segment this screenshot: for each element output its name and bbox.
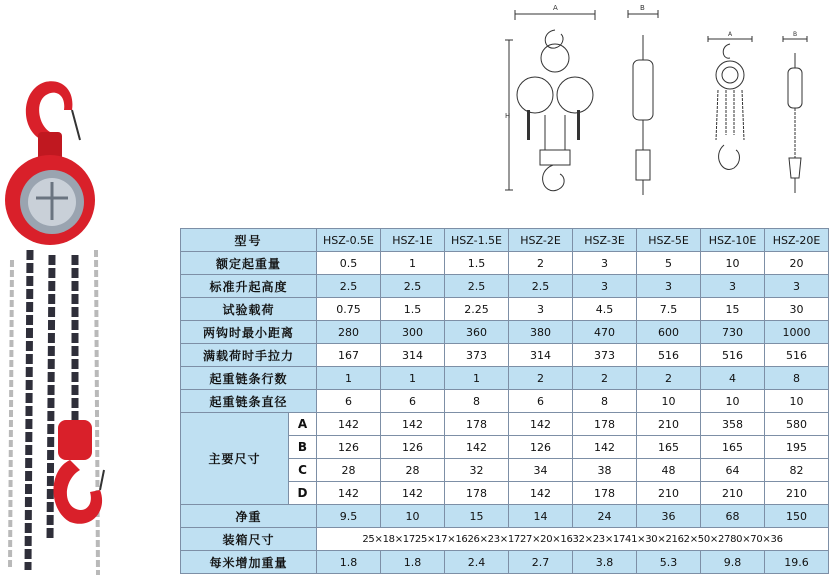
dimension-label-a: A <box>553 4 558 12</box>
table-cell: 373 <box>573 344 637 367</box>
table-cell: 10 <box>701 390 765 413</box>
table-cell: 8 <box>445 390 509 413</box>
table-cell: 142 <box>317 482 381 505</box>
table-cell: 178 <box>445 482 509 505</box>
table-cell: 5 <box>637 252 701 275</box>
table-cell: 32 <box>445 459 509 482</box>
table-cell: 3 <box>701 275 765 298</box>
table-cell: 3 <box>765 275 829 298</box>
table-cell: 142 <box>509 482 573 505</box>
row-label: 满载荷时手拉力 <box>181 344 317 367</box>
multi-chain-front-drawing <box>700 30 760 180</box>
table-cell: 360 <box>445 321 509 344</box>
table-cell: 165 <box>637 436 701 459</box>
table-cell: 516 <box>637 344 701 367</box>
table-cell: 142 <box>381 482 445 505</box>
table-cell: 1 <box>317 367 381 390</box>
model-header: HSZ-1E <box>381 229 445 252</box>
model-header: HSZ-3E <box>573 229 637 252</box>
table-cell: 9.5 <box>317 505 381 528</box>
dimension-sub-label: D <box>289 482 317 505</box>
table-cell: 516 <box>701 344 765 367</box>
table-cell: 0.5 <box>317 252 381 275</box>
row-label: 每米增加重量 <box>181 551 317 574</box>
table-cell: 34 <box>509 459 573 482</box>
table-row <box>181 551 829 574</box>
table-cell: 210 <box>637 413 701 436</box>
model-header: HSZ-5E <box>637 229 701 252</box>
load-chain <box>28 250 75 570</box>
table-row <box>181 528 829 551</box>
table-row <box>181 505 829 528</box>
table-cell: 8 <box>765 367 829 390</box>
front-view-drawing <box>505 0 605 200</box>
model-header: HSZ-2E <box>509 229 573 252</box>
table-cell: 314 <box>509 344 573 367</box>
table-cell: 142 <box>445 436 509 459</box>
table-cell: 82 <box>765 459 829 482</box>
table-cell: 210 <box>765 482 829 505</box>
table-row <box>181 413 829 436</box>
model-header: HSZ-1.5E <box>445 229 509 252</box>
table-cell: 470 <box>573 321 637 344</box>
table-cell: 6 <box>381 390 445 413</box>
bottom-hook <box>54 460 103 524</box>
dimensions-label: 主要尺寸 <box>181 413 289 505</box>
table-cell: 3 <box>573 275 637 298</box>
table-cell: 4 <box>701 367 765 390</box>
table-cell: 1.5 <box>445 252 509 275</box>
table-cell: 516 <box>765 344 829 367</box>
table-cell: 9.8 <box>701 551 765 574</box>
table-cell: 5.3 <box>637 551 701 574</box>
table-cell: 2.5 <box>445 275 509 298</box>
table-row <box>181 344 829 367</box>
table-cell: 210 <box>701 482 765 505</box>
table-header-row <box>181 229 829 252</box>
table-cell: 10 <box>637 390 701 413</box>
row-label: 标准升起高度 <box>181 275 317 298</box>
row-label: 净重 <box>181 505 317 528</box>
table-row <box>181 298 829 321</box>
table-cell: 178 <box>573 413 637 436</box>
dimension-label-b-2: B <box>793 31 798 38</box>
table-cell: 580 <box>765 413 829 436</box>
dimension-label-b: B <box>640 4 645 12</box>
table-cell: 28 <box>381 459 445 482</box>
table-cell: 150 <box>765 505 829 528</box>
table-cell: 1 <box>381 367 445 390</box>
row-label: 起重链条直径 <box>181 390 317 413</box>
table-cell: 36 <box>637 505 701 528</box>
table-cell: 38 <box>573 459 637 482</box>
table-cell: 167 <box>317 344 381 367</box>
bottom-hook-block <box>58 420 92 460</box>
table-cell: 2.7 <box>509 551 573 574</box>
table-cell: 2 <box>509 252 573 275</box>
table-cell: 68 <box>701 505 765 528</box>
model-header: HSZ-10E <box>701 229 765 252</box>
dimension-label-a-2: A <box>728 31 733 38</box>
packing-size-cell: 25×18×1725×17×1626×23×1727×20×1632×23×1741×30×2162×50×2780×70×36 <box>317 528 829 551</box>
dimension-label-h: H <box>505 112 511 120</box>
model-header: HSZ-20E <box>765 229 829 252</box>
table-cell: 300 <box>381 321 445 344</box>
table-cell: 600 <box>637 321 701 344</box>
table-cell: 195 <box>765 436 829 459</box>
table-cell: 7.5 <box>637 298 701 321</box>
row-label: 试验载荷 <box>181 298 317 321</box>
table-cell: 15 <box>701 298 765 321</box>
table-cell: 358 <box>701 413 765 436</box>
table-cell: 0.75 <box>317 298 381 321</box>
table-cell: 3 <box>509 298 573 321</box>
table-cell: 28 <box>317 459 381 482</box>
table-cell: 15 <box>445 505 509 528</box>
chain-hoist-photo <box>0 70 120 585</box>
table-cell: 3 <box>637 275 701 298</box>
table-cell: 126 <box>381 436 445 459</box>
table-cell: 373 <box>445 344 509 367</box>
row-label: 起重链条行数 <box>181 367 317 390</box>
dimension-sub-label: A <box>289 413 317 436</box>
table-cell: 10 <box>701 252 765 275</box>
table-cell: 2 <box>509 367 573 390</box>
table-cell: 178 <box>445 413 509 436</box>
table-cell: 3.8 <box>573 551 637 574</box>
table-cell: 24 <box>573 505 637 528</box>
table-cell: 314 <box>381 344 445 367</box>
table-cell: 14 <box>509 505 573 528</box>
table-cell: 2.4 <box>445 551 509 574</box>
table-cell: 165 <box>701 436 765 459</box>
table-row <box>181 275 829 298</box>
table-cell: 1 <box>381 252 445 275</box>
table-cell: 30 <box>765 298 829 321</box>
table-cell: 20 <box>765 252 829 275</box>
spec-table <box>180 228 829 574</box>
table-cell: 2 <box>573 367 637 390</box>
table-cell: 280 <box>317 321 381 344</box>
row-label: 装箱尺寸 <box>181 528 317 551</box>
multi-chain-side-drawing <box>775 28 815 198</box>
table-cell: 126 <box>317 436 381 459</box>
side-view-drawing <box>618 0 668 200</box>
table-cell: 126 <box>509 436 573 459</box>
table-row <box>181 321 829 344</box>
table-cell: 6 <box>509 390 573 413</box>
table-cell: 142 <box>317 413 381 436</box>
table-cell: 2.5 <box>381 275 445 298</box>
top-hook <box>26 81 73 140</box>
row-label: 额定起重量 <box>181 252 317 275</box>
table-cell: 3 <box>573 252 637 275</box>
table-cell: 8 <box>573 390 637 413</box>
table-cell: 2 <box>637 367 701 390</box>
table-cell: 142 <box>381 413 445 436</box>
table-cell: 10 <box>765 390 829 413</box>
table-cell: 19.6 <box>765 551 829 574</box>
table-cell: 142 <box>509 413 573 436</box>
table-cell: 4.5 <box>573 298 637 321</box>
dimension-sub-label: B <box>289 436 317 459</box>
table-cell: 1.8 <box>317 551 381 574</box>
table-cell: 178 <box>573 482 637 505</box>
model-header: HSZ-0.5E <box>317 229 381 252</box>
table-cell: 1000 <box>765 321 829 344</box>
table-cell: 2.5 <box>317 275 381 298</box>
table-row <box>181 367 829 390</box>
table-cell: 380 <box>509 321 573 344</box>
table-cell: 2.5 <box>509 275 573 298</box>
table-cell: 1 <box>445 367 509 390</box>
table-cell: 10 <box>381 505 445 528</box>
table-cell: 730 <box>701 321 765 344</box>
table-row <box>181 252 829 275</box>
header-label: 型号 <box>181 229 317 252</box>
table-cell: 64 <box>701 459 765 482</box>
table-cell: 1.8 <box>381 551 445 574</box>
table-cell: 210 <box>637 482 701 505</box>
row-label: 两钩时最小距离 <box>181 321 317 344</box>
table-cell: 1.5 <box>381 298 445 321</box>
table-row <box>181 390 829 413</box>
dimension-sub-label: C <box>289 459 317 482</box>
table-cell: 48 <box>637 459 701 482</box>
table-cell: 6 <box>317 390 381 413</box>
table-cell: 142 <box>573 436 637 459</box>
table-cell: 2.25 <box>445 298 509 321</box>
